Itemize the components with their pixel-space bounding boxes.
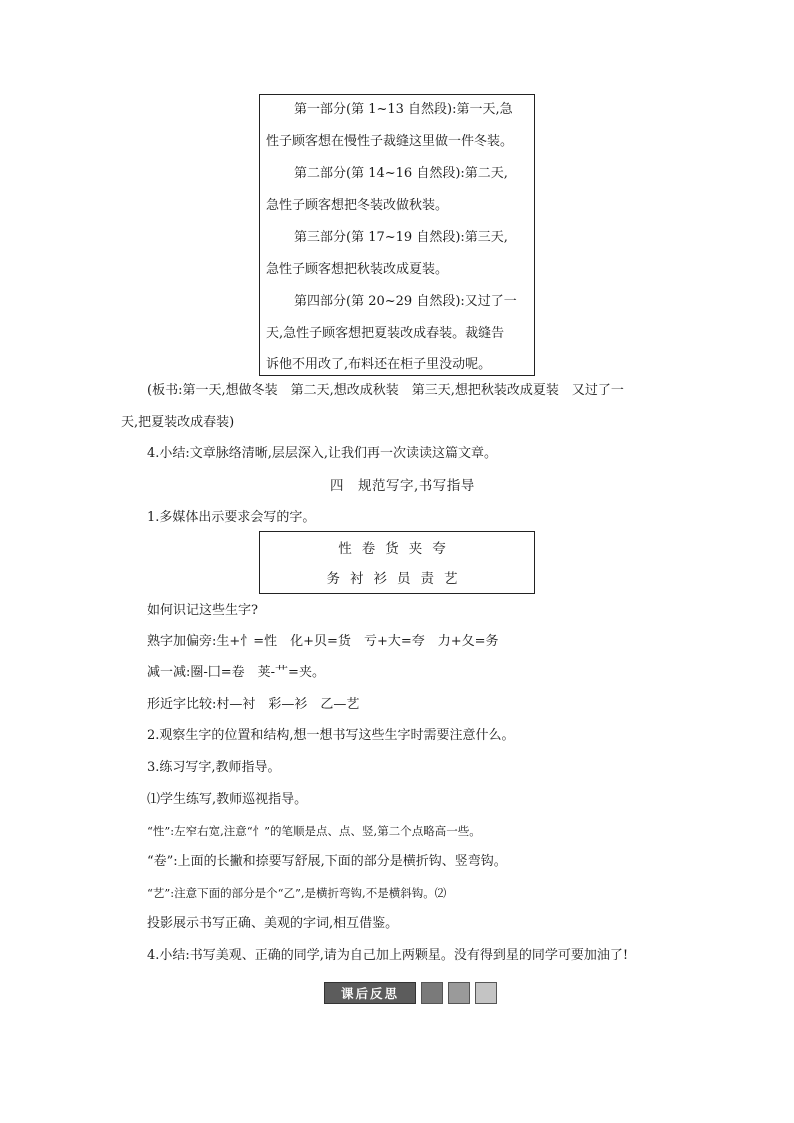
question: 如何识记这些生字? (147, 603, 258, 618)
note-xing: “性”:左窄右宽,注意“忄”的笔顺是点、点、竖,第二个点略高一些。 (147, 824, 481, 838)
banner-decoration-block (475, 982, 497, 1004)
note-yi: “艺”:注意下面的部分是个“乙”,是横折弯钩,不是横斜钩。⑵ (147, 886, 447, 900)
outline-line: 急性子顾客想把冬装改做秋装。 (266, 198, 449, 213)
outline-line: 第一部分(第 1~13 自然段):第一天,急 (294, 102, 513, 117)
outline-line: 性子顾客想在慢性子裁缝这里做一件冬装。 (266, 134, 514, 149)
step-1: 1.多媒体出示要求会写的字。 (147, 510, 316, 525)
reflection-banner-label: 课后反思 (324, 982, 416, 1004)
board-notes-line1: (板书:第一天,想做冬装 第二天,想改成秋装 第三天,想把秋装改成夏装 又过了一 (147, 383, 624, 398)
step-3: 3.练习写字,教师指导。 (147, 760, 281, 775)
outline-line: 第三部分(第 17~19 自然段):第三天, (294, 230, 508, 245)
board-notes-line2: 天,把夏装改成春装) (121, 415, 235, 430)
summary-writing: 4.小结:书写美观、正确的同学,请为自己加上两颗星。没有得到星的同学可要加油了! (147, 948, 629, 963)
projection: 投影展示书写正确、美观的字词,相互借鉴。 (147, 916, 399, 931)
reflection-banner (324, 982, 497, 1004)
banner-decoration-block (448, 982, 470, 1004)
new-characters-box (259, 531, 535, 594)
outline-line: 诉他不用改了,布料还在柜子里没动呢。 (266, 357, 492, 372)
outline-line: 第四部分(第 20~29 自然段):又过了一 (294, 294, 517, 309)
characters-row-1: 性卷货夹夸 (338, 541, 456, 557)
method-add-radical: 熟字加偏旁:生+忄=性 化+贝=货 亏+大=夸 力+夂=务 (147, 634, 499, 649)
method-compare: 形近字比较:村—衬 彩—衫 乙—艺 (147, 697, 360, 712)
section-heading: 四 规范写字,书写指导 (330, 478, 475, 494)
outline-line: 急性子顾客想把秋装改成夏装。 (266, 262, 449, 277)
outline-line: 天,急性子顾客想把夏装改成春装。裁缝告 (266, 326, 505, 341)
method-subtract: 减一减:圈-囗=卷 荚-艹=夹。 (147, 665, 325, 680)
note-juan: “卷”:上面的长撇和捺要写舒展,下面的部分是横折钩、竖弯钩。 (147, 854, 507, 869)
characters-row-2: 务衬衫员责艺 (326, 571, 468, 587)
summary-reading: 4.小结:文章脉络清晰,层层深入,让我们再一次读读这篇文章。 (147, 446, 498, 461)
step-3-1: ⑴学生练写,教师巡视指导。 (147, 792, 308, 807)
banner-decoration-block (421, 982, 443, 1004)
outline-line: 第二部分(第 14~16 自然段):第二天, (294, 166, 508, 181)
step-2: 2.观察生字的位置和结构,想一想书写这些生字时需要注意什么。 (147, 728, 515, 743)
